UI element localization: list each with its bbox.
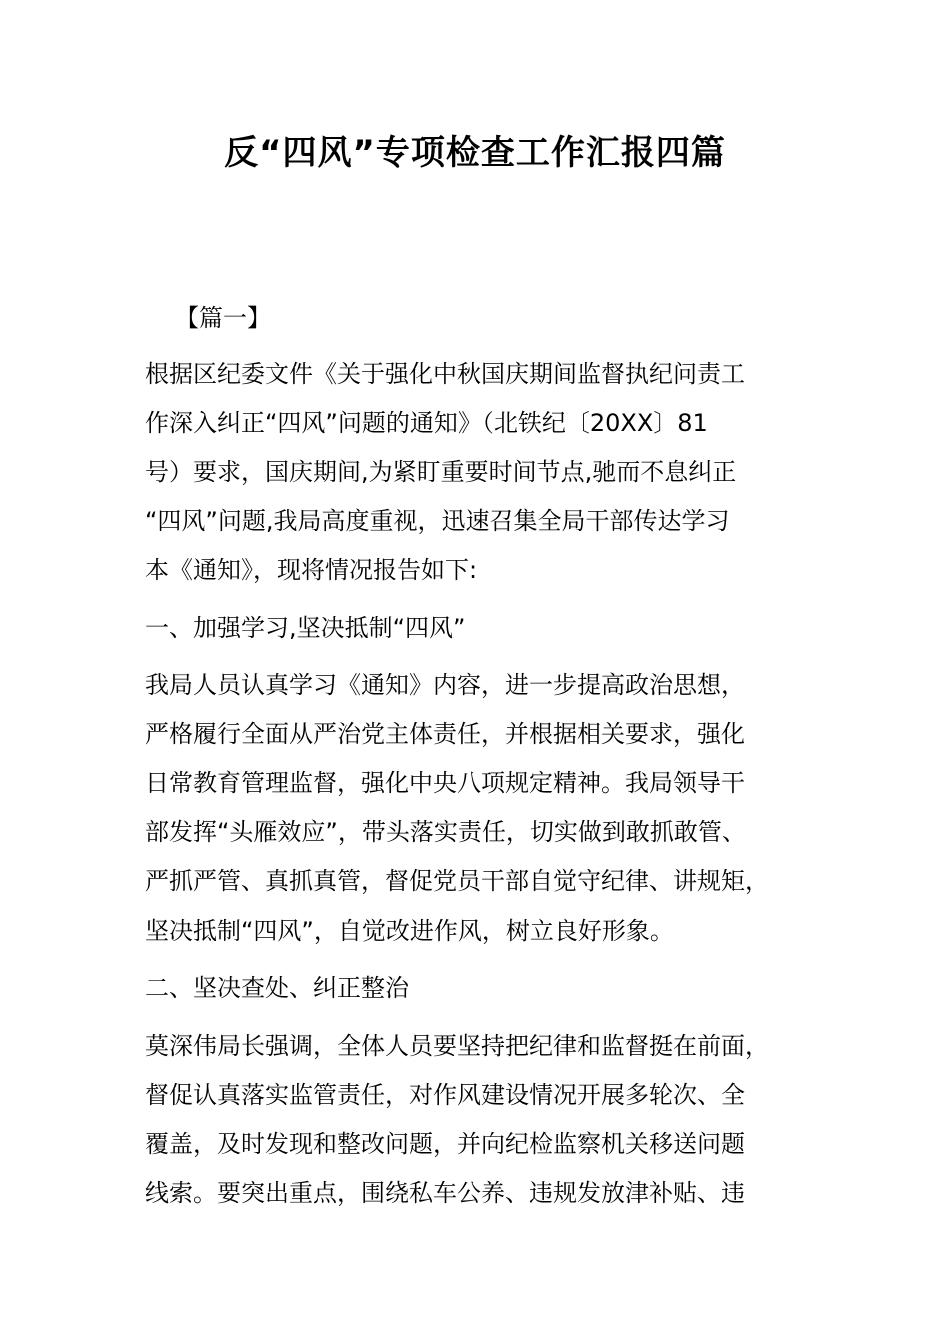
paragraph-line: 坚决抵制“四风”，自觉改进作风，树立良好形象。 — [145, 917, 674, 945]
section-label: 【篇一】 — [175, 304, 271, 332]
paragraph-line: 严抓严管、真抓真管，督促党员干部自觉守纪律、讲规矩， — [145, 867, 769, 895]
paragraph-line: 严格履行全面从严治党主体责任，并根据相关要求，强化 — [145, 720, 745, 748]
paragraph-line: 日常教育管理监督，强化中央八项规定精神。我局领导干 — [145, 769, 745, 797]
paragraph-line: 根据区纪委文件《关于强化中秋国庆期间监督执纪问责工 — [145, 360, 745, 388]
paragraph-line: 我局人员认真学习《通知》内容，进一步提高政治思想， — [145, 671, 745, 699]
paragraph-line: 作深入纠正“四风”问题的通知》（北铁纪〔20XX〕81 — [145, 409, 708, 437]
paragraph-line: “四风”问题,我局高度重视，迅速召集全局干部传达学习 — [145, 507, 730, 535]
section-heading: 一、加强学习,坚决抵制“四风” — [145, 614, 466, 642]
paragraph-line: 督促认真落实监管责任，对作风建设情况开展多轮次、全 — [145, 1081, 745, 1109]
section-heading: 二、坚决查处、纠正整治 — [145, 974, 409, 1002]
paragraph-line: 号）要求，国庆期间,为紧盯重要时间节点,驰而不息纠正 — [145, 458, 737, 486]
paragraph-line: 部发挥“头雁效应”，带头落实责任，切实做到敢抓敢管、 — [145, 818, 746, 846]
paragraph-line: 本《通知》，现将情况报告如下: — [145, 556, 478, 584]
document-title: 反“四风”专项检查工作汇报四篇 — [224, 133, 726, 173]
paragraph-line: 覆盖，及时发现和整改问题，并向纪检监察机关移送问题 — [145, 1130, 745, 1158]
paragraph-line: 线索。要突出重点，围绕私车公养、违规发放津补贴、违 — [145, 1179, 745, 1207]
paragraph-line: 莫深伟局长强调，全体人员要坚持把纪律和监督挺在前面， — [145, 1032, 769, 1060]
